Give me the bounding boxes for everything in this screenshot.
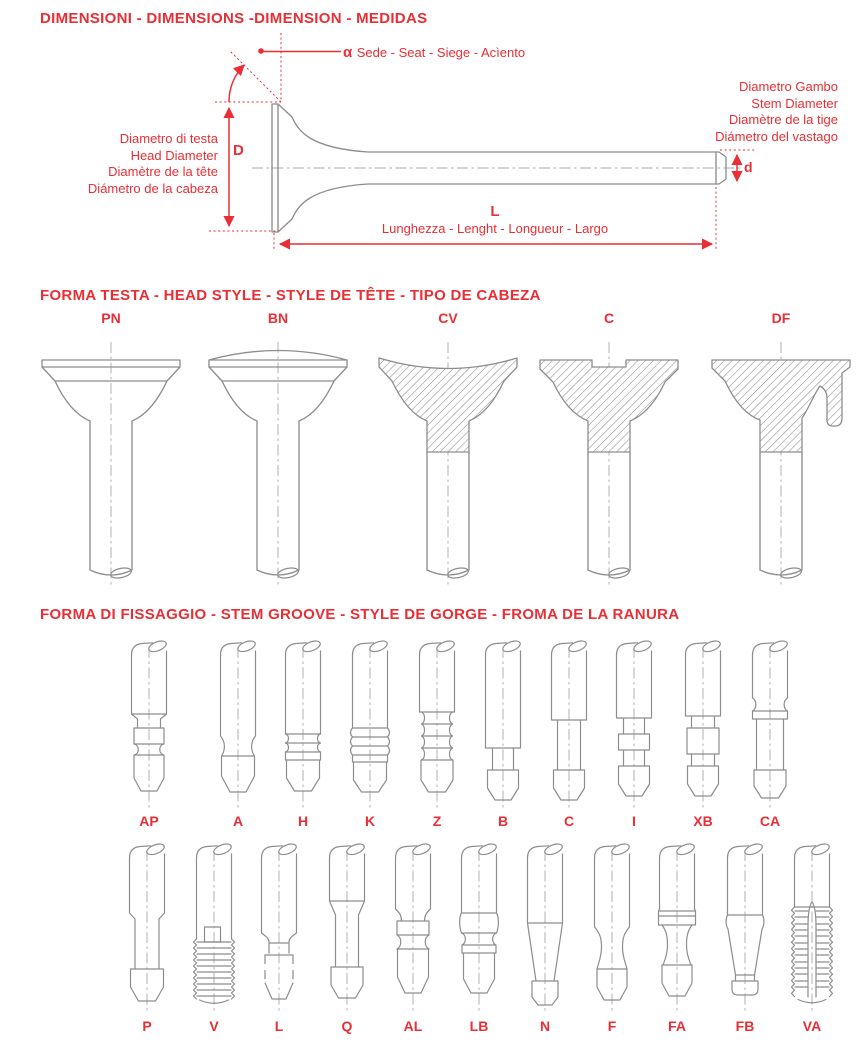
stem-groove-figure-fb: [717, 843, 773, 1015]
stem-groove-figure-z: [409, 640, 465, 812]
head-style-figure-df: [696, 334, 860, 592]
stem-groove-figure-al: [385, 843, 441, 1015]
head-style-section-title: FORMA TESTA - HEAD STYLE - STYLE DE TÊTE - TIPO DE CABEZA: [40, 287, 541, 304]
stem-groove-figure-q: [319, 843, 375, 1015]
stem-groove-label-k: K: [364, 813, 376, 829]
stem-diameter-symbol: d: [744, 159, 753, 175]
stem-groove-label-va: VA: [802, 1018, 822, 1034]
stem-groove-figure-v: [186, 843, 242, 1015]
head-style-label-pn: PN: [101, 310, 121, 326]
length-label: Lunghezza - Lenght - Longueur - Largo: [381, 221, 609, 236]
stem-groove-label-v: V: [209, 1018, 219, 1034]
stem-groove-figure-n: [517, 843, 573, 1015]
stem-groove-figure-a: [210, 640, 266, 812]
stem-groove-label-a: A: [232, 813, 244, 829]
stem-groove-section-title: FORMA DI FISSAGGIO - STEM GROOVE - STYLE DE GORGE - FROMA DE LA RANURA: [40, 606, 680, 623]
head-style-label-c: C: [603, 310, 615, 326]
stem-groove-label-fa: FA: [668, 1018, 686, 1034]
stem-groove-label-ca: CA: [759, 813, 781, 829]
stem-groove-label-l: L: [274, 1018, 284, 1034]
head-diameter-symbol: D: [233, 142, 244, 159]
stem-groove-label-n: N: [539, 1018, 551, 1034]
stem-groove-label-xb: XB: [693, 813, 713, 829]
stem-diameter-label-block: Diametro Gambo Stem Diameter Diamètre de la tige Diámetro del vastago: [715, 79, 838, 144]
stem-groove-label-i: I: [632, 813, 636, 829]
stem-groove-label-ap: AP: [139, 813, 159, 829]
dimensions-section-title: DIMENSIONI - DIMENSIONS -DIMENSION - MEDIDAS: [40, 10, 428, 27]
head-style-figure-bn: [193, 334, 363, 592]
stem-groove-label-lb: LB: [469, 1018, 489, 1034]
stem-groove-figure-xb: [675, 640, 731, 812]
stem-groove-figure-ca: [742, 640, 798, 812]
stem-groove-label-fb: FB: [735, 1018, 755, 1034]
stem-groove-label-b: B: [497, 813, 509, 829]
stem-groove-label-z: Z: [432, 813, 442, 829]
stem-groove-figure-va: [784, 843, 840, 1015]
stem-groove-figure-b: [475, 640, 531, 812]
stem-groove-figure-p: [119, 843, 175, 1015]
head-style-figure-c: [524, 334, 694, 592]
head-style-figure-cv: [363, 334, 533, 592]
stem-groove-figure-f: [584, 843, 640, 1015]
stem-groove-figure-c: [541, 640, 597, 812]
stem-groove-label-p: P: [142, 1018, 152, 1034]
stem-groove-figure-h: [275, 640, 331, 812]
head-style-label-df: DF: [771, 310, 791, 326]
stem-groove-figure-k: [342, 640, 398, 812]
stem-groove-figure-lb: [451, 843, 507, 1015]
alpha-symbol: α: [343, 44, 353, 61]
stem-groove-figure-fa: [649, 843, 705, 1015]
head-diameter-label-block: Diametro di testa Head Diameter Diamètre de la tête Diámetro de la cabeza: [87, 131, 218, 196]
stem-groove-figure-ap: [121, 640, 177, 812]
head-style-label-bn: BN: [267, 310, 289, 326]
stem-groove-figure-l: [251, 843, 307, 1015]
head-style-label-cv: CV: [438, 310, 458, 326]
stem-groove-label-c: C: [563, 813, 575, 829]
stem-groove-label-al: AL: [403, 1018, 423, 1034]
stem-groove-label-q: Q: [341, 1018, 353, 1034]
head-style-figure-pn: [26, 334, 196, 592]
stem-groove-label-f: F: [607, 1018, 617, 1034]
seat-angle-label: [343, 44, 525, 62]
seat-label-text: Sede - Seat - Siege - Acìento: [356, 45, 526, 60]
stem-groove-label-h: H: [297, 813, 309, 829]
length-symbol: L: [490, 203, 500, 220]
stem-groove-figure-i: [606, 640, 662, 812]
